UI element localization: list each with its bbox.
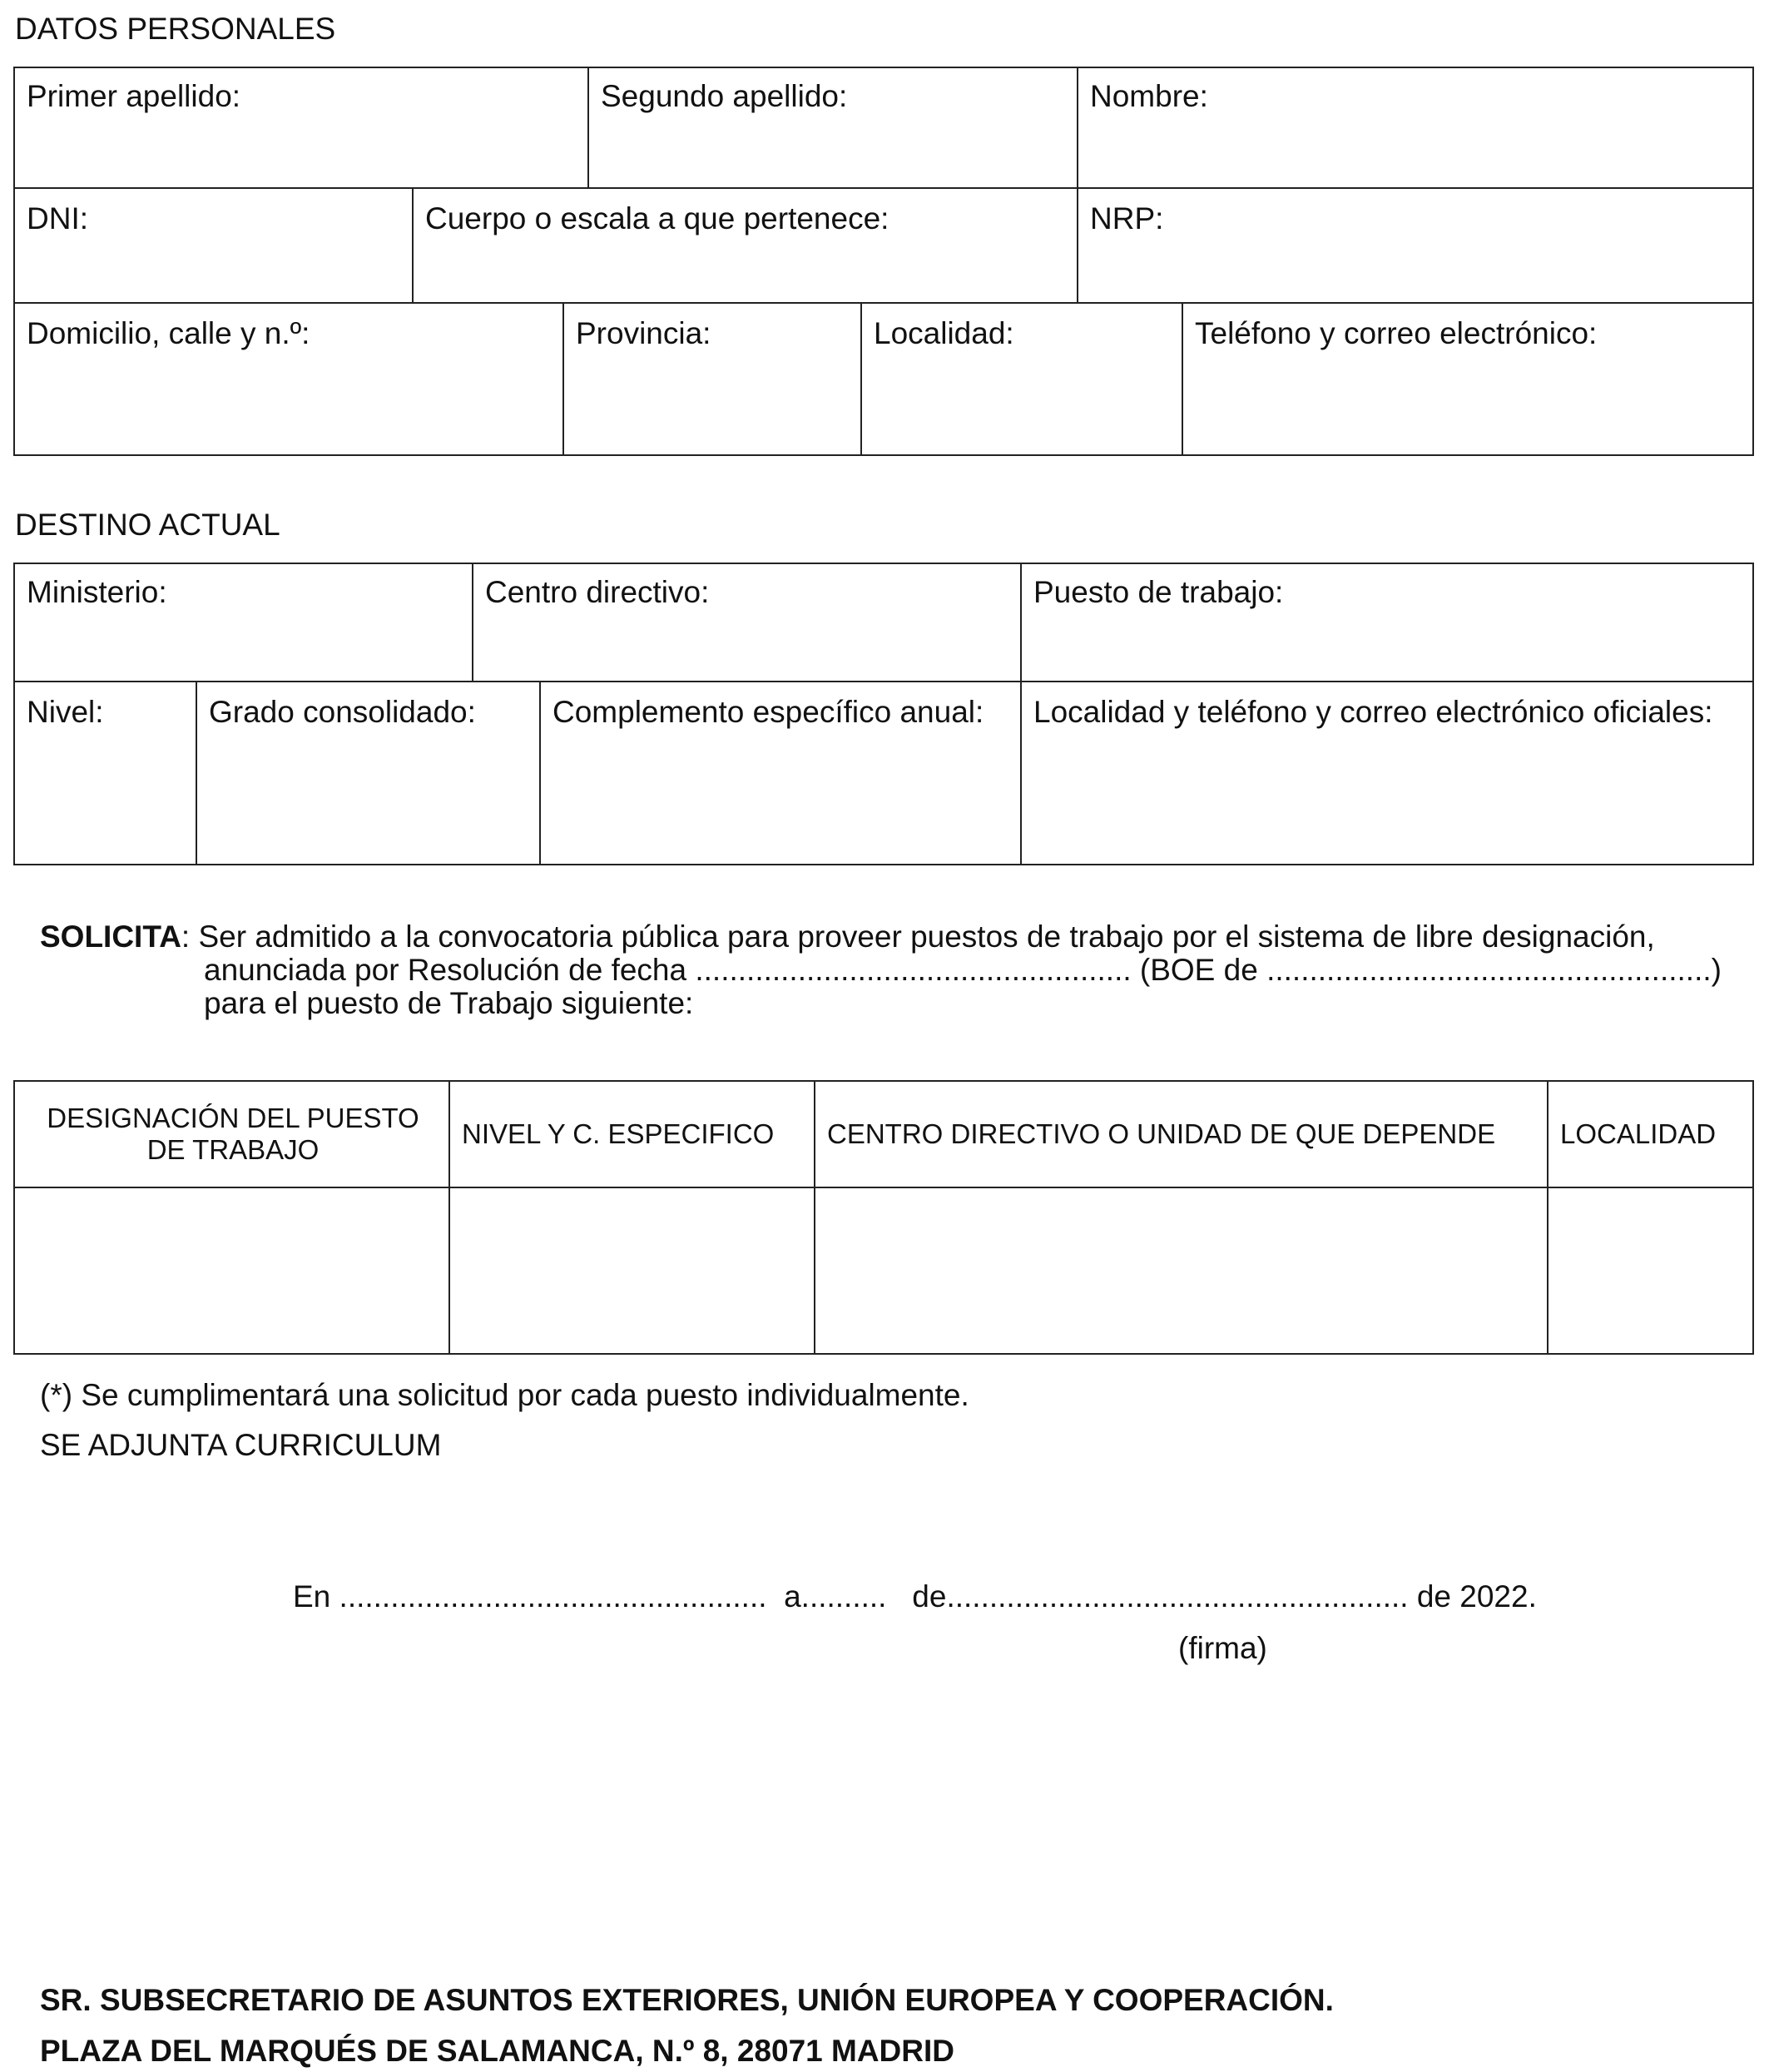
solicita-paragraph: [40, 920, 1731, 1020]
solicita-line-1: : Ser admitido a la convocatoria pública para proveer puestos de trabajo por el sistema de libre designación,: [181, 920, 1655, 954]
primer-apellido-field[interactable]: Primer apellido:: [27, 79, 241, 113]
solicita-label: SOLICITA: [40, 920, 181, 954]
localidad-field[interactable]: Localidad:: [874, 316, 1014, 350]
note-one-per-post: (*) Se cumplimentará una solicitud por cada puesto individualmente.: [40, 1378, 969, 1412]
provincia-field[interactable]: Provincia:: [576, 316, 711, 350]
note-curriculum: SE ADJUNTA CURRICULUM: [40, 1428, 442, 1462]
grado-consolidado-field[interactable]: Grado consolidado:: [209, 695, 476, 729]
firma-label: (firma): [1178, 1631, 1267, 1665]
segundo-apellido-field[interactable]: Segundo apellido:: [601, 79, 848, 113]
nombre-field[interactable]: Nombre:: [1090, 79, 1208, 113]
section-title-destino-actual: DESTINO ACTUAL: [15, 508, 280, 542]
localidad-oficial-field[interactable]: Localidad y teléfono y correo electrónico oficiales:: [1033, 695, 1713, 729]
cuerpo-escala-field[interactable]: Cuerpo o escala a que pertenece:: [425, 201, 889, 235]
complemento-especifico-field[interactable]: Complemento específico anual:: [553, 695, 984, 729]
column-header-centro-directivo: CENTRO DIRECTIVO O UNIDAD DE QUE DEPENDE: [827, 1118, 1496, 1150]
place-date-line: En .................................................. a.......... de...................................................... de 2022.: [293, 1579, 1537, 1613]
addressee-line-2: PLAZA DEL MARQUÉS DE SALAMANCA, N.º 8, 28071 MADRID: [40, 2034, 954, 2068]
dni-field[interactable]: DNI:: [27, 201, 88, 235]
solicita-line-2: anunciada por Resolución de fecha ................................................... (BOE de ....................................................): [204, 952, 1722, 987]
nrp-field[interactable]: NRP:: [1090, 201, 1164, 235]
centro-directivo-field[interactable]: Centro directivo:: [485, 575, 710, 609]
column-header-localidad: LOCALIDAD: [1560, 1118, 1717, 1150]
section-title-datos-personales: DATOS PERSONALES: [15, 12, 336, 46]
nivel-field[interactable]: Nivel:: [27, 695, 104, 729]
column-header-designacion: DESIGNACIÓN DEL PUESTO DE TRABAJO: [47, 1103, 419, 1165]
table-cell-centro[interactable]: [815, 1188, 1547, 1353]
column-header-nivel: NIVEL Y C. ESPECIFICO: [462, 1118, 775, 1150]
domicilio-field[interactable]: Domicilio, calle y n.º:: [27, 316, 310, 350]
addressee-line-1: SR. SUBSECRETARIO DE ASUNTOS EXTERIORES, UNIÓN EUROPEA Y COOPERACIÓN.: [40, 1983, 1334, 2017]
table-cell-localidad[interactable]: [1548, 1188, 1752, 1353]
solicita-line-3: para el puesto de Trabajo siguiente:: [204, 985, 694, 1020]
ministerio-field[interactable]: Ministerio:: [27, 575, 167, 609]
telefono-correo-field[interactable]: Teléfono y correo electrónico:: [1195, 316, 1598, 350]
puesto-trabajo-field[interactable]: Puesto de trabajo:: [1033, 575, 1284, 609]
table-cell-designacion[interactable]: [15, 1188, 448, 1353]
table-cell-nivel[interactable]: [450, 1188, 814, 1353]
